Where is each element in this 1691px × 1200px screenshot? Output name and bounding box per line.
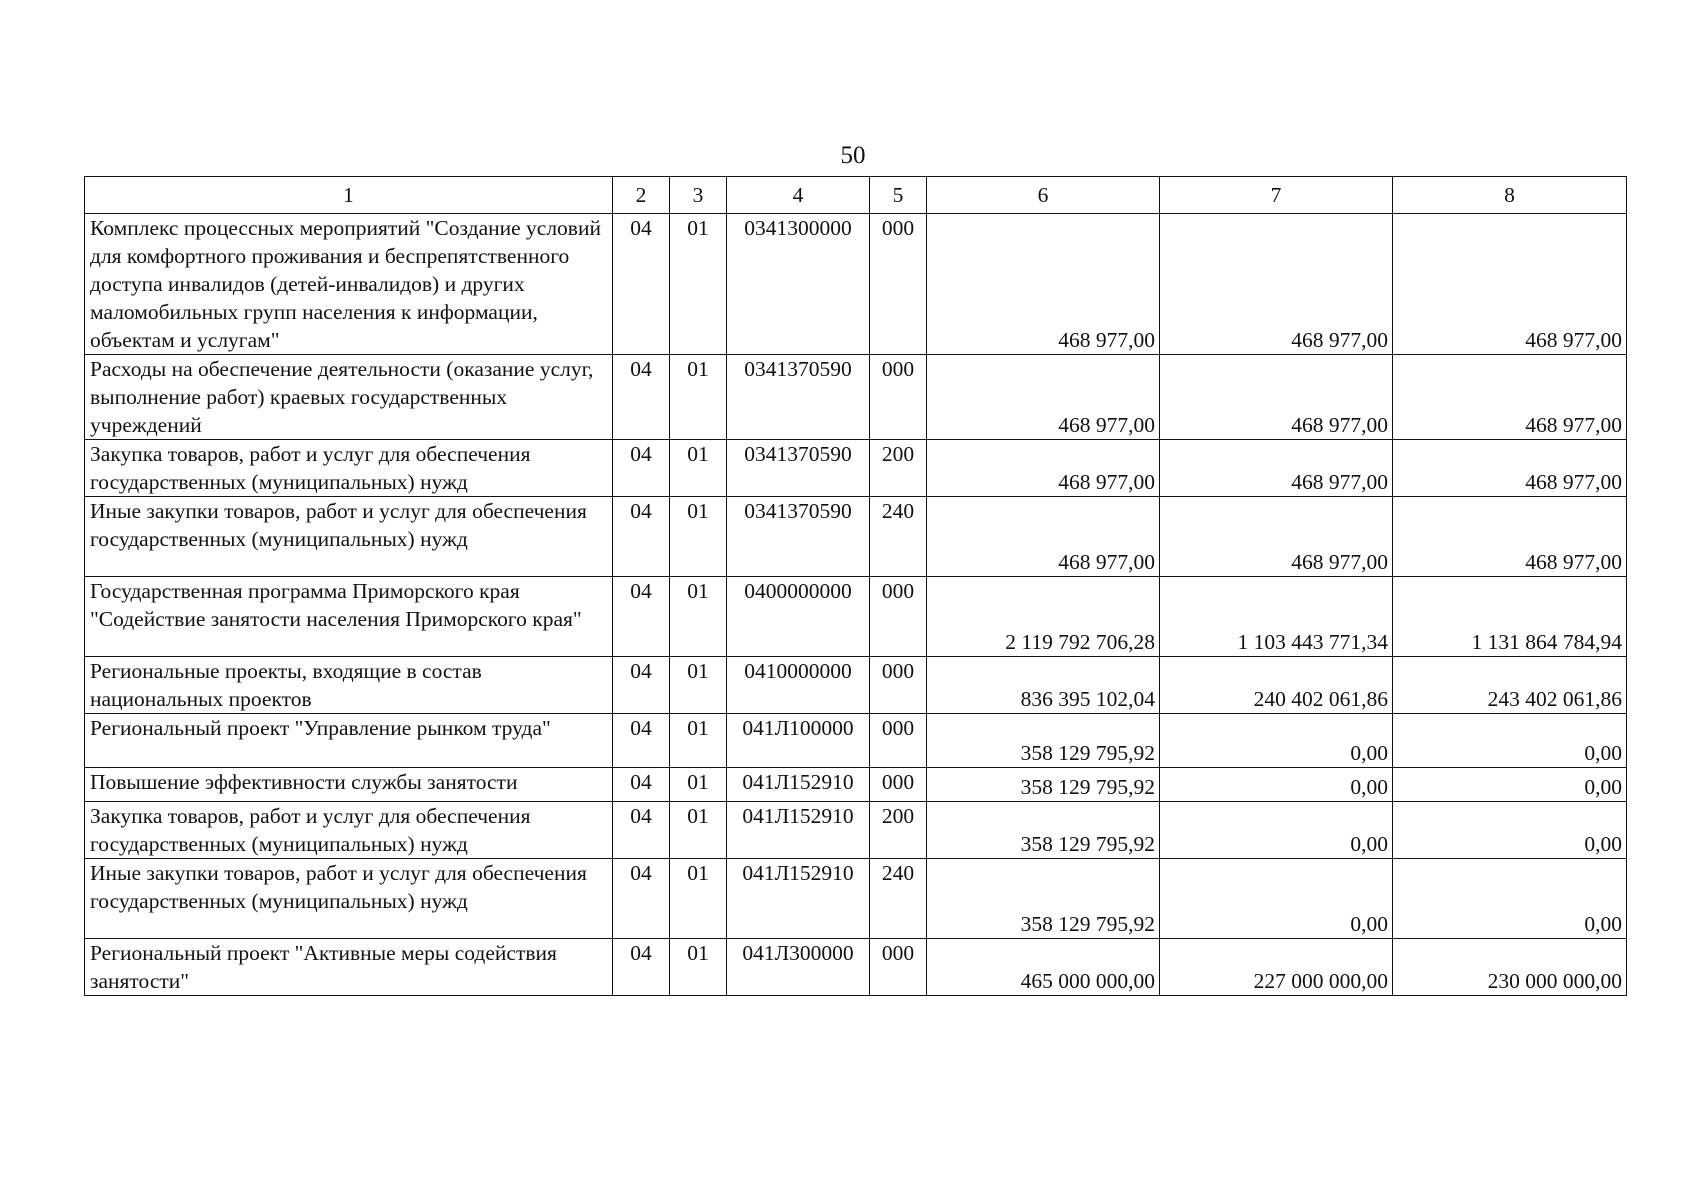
expense-name-cell: Государственная программа Приморского края "Содействие занятости населения Приморского края" [85,577,613,657]
table-row [85,859,1627,939]
column-header: 5 [870,177,927,214]
amount-col7-cell: 1 103 443 771,34 [1160,577,1393,657]
expense-name-cell: Комплекс процессных мероприятий "Создание условий для комфортного проживания и беспрепятственного доступа инвалидов (детей-инвалидов) и других маломобильных групп населения к информации, объектам и услугам" [85,214,613,355]
amount-col7-cell: 0,00 [1160,768,1393,802]
expense-name-cell: Повышение эффективности службы занятости [85,768,613,802]
amount-col8-cell: 230 000 000,00 [1393,939,1627,996]
section-code-cell: 04 [613,577,670,657]
section-code-cell: 04 [613,657,670,714]
expense-type-code-cell: 000 [870,657,927,714]
amount-col6-cell: 358 129 795,92 [927,768,1160,802]
expense-name-cell: Иные закупки товаров, работ и услуг для обеспечения государственных (муниципальных) нужд [85,859,613,939]
expense-type-code-cell: 240 [870,497,927,577]
budget-table [84,176,1627,996]
column-header: 1 [85,177,613,214]
subsection-code-cell: 01 [670,214,727,355]
section-code-cell: 04 [613,440,670,497]
amount-col8-cell: 0,00 [1393,859,1627,939]
column-header: 3 [670,177,727,214]
subsection-code-cell: 01 [670,497,727,577]
amount-col8-cell: 0,00 [1393,714,1627,768]
subsection-code-cell: 01 [670,440,727,497]
expense-name-cell: Закупка товаров, работ и услуг для обеспечения государственных (муниципальных) нужд [85,802,613,859]
expense-type-code-cell: 240 [870,859,927,939]
subsection-code-cell: 01 [670,577,727,657]
table-row [85,577,1627,657]
amount-col8-cell: 243 402 061,86 [1393,657,1627,714]
target-item-code-cell: 041Л152910 [727,768,870,802]
subsection-code-cell: 01 [670,859,727,939]
expense-type-code-cell: 000 [870,939,927,996]
target-item-code-cell: 041Л152910 [727,859,870,939]
expense-type-code-cell: 200 [870,440,927,497]
target-item-code-cell: 041Л100000 [727,714,870,768]
table-row [85,355,1627,440]
target-item-code-cell: 0341300000 [727,214,870,355]
amount-col6-cell: 465 000 000,00 [927,939,1160,996]
section-code-cell: 04 [613,802,670,859]
table-row [85,939,1627,996]
expense-type-code-cell: 000 [870,714,927,768]
expense-type-code-cell: 000 [870,768,927,802]
amount-col6-cell: 468 977,00 [927,440,1160,497]
table-row [85,657,1627,714]
section-code-cell: 04 [613,939,670,996]
column-header: 2 [613,177,670,214]
target-item-code-cell: 041Л152910 [727,802,870,859]
section-code-cell: 04 [613,768,670,802]
target-item-code-cell: 0341370590 [727,440,870,497]
expense-type-code-cell: 000 [870,355,927,440]
section-code-cell: 04 [613,859,670,939]
column-header: 6 [927,177,1160,214]
amount-col7-cell: 468 977,00 [1160,497,1393,577]
table-row [85,802,1627,859]
amount-col6-cell: 2 119 792 706,28 [927,577,1160,657]
subsection-code-cell: 01 [670,355,727,440]
amount-col6-cell: 468 977,00 [927,355,1160,440]
column-header: 7 [1160,177,1393,214]
amount-col8-cell: 1 131 864 784,94 [1393,577,1627,657]
target-item-code-cell: 0341370590 [727,355,870,440]
table-row [85,214,1627,355]
target-item-code-cell: 0341370590 [727,497,870,577]
amount-col6-cell: 358 129 795,92 [927,802,1160,859]
expense-name-cell: Региональные проекты, входящие в состав национальных проектов [85,657,613,714]
amount-col7-cell: 240 402 061,86 [1160,657,1393,714]
expense-name-cell: Региональный проект "Активные меры содействия занятости" [85,939,613,996]
expense-name-cell: Закупка товаров, работ и услуг для обеспечения государственных (муниципальных) нужд [85,440,613,497]
amount-col8-cell: 468 977,00 [1393,355,1627,440]
amount-col6-cell: 358 129 795,92 [927,859,1160,939]
column-number-header-row [85,177,1627,214]
amount-col8-cell: 468 977,00 [1393,214,1627,355]
table-row [85,440,1627,497]
column-header: 8 [1393,177,1627,214]
amount-col7-cell: 0,00 [1160,859,1393,939]
expense-type-code-cell: 000 [870,214,927,355]
target-item-code-cell: 041Л300000 [727,939,870,996]
table-row [85,714,1627,768]
expense-type-code-cell: 200 [870,802,927,859]
amount-col7-cell: 0,00 [1160,802,1393,859]
section-code-cell: 04 [613,214,670,355]
target-item-code-cell: 0400000000 [727,577,870,657]
amount-col7-cell: 0,00 [1160,714,1393,768]
amount-col7-cell: 468 977,00 [1160,440,1393,497]
column-header: 4 [727,177,870,214]
page-number: 50 [840,142,866,169]
amount-col7-cell: 468 977,00 [1160,355,1393,440]
subsection-code-cell: 01 [670,802,727,859]
table-row [85,497,1627,577]
expense-name-cell: Региональный проект "Управление рынком труда" [85,714,613,768]
amount-col6-cell: 358 129 795,92 [927,714,1160,768]
table-row [85,768,1627,802]
amount-col6-cell: 468 977,00 [927,214,1160,355]
amount-col8-cell: 0,00 [1393,802,1627,859]
amount-col8-cell: 468 977,00 [1393,497,1627,577]
amount-col8-cell: 468 977,00 [1393,440,1627,497]
target-item-code-cell: 0410000000 [727,657,870,714]
amount-col7-cell: 468 977,00 [1160,214,1393,355]
subsection-code-cell: 01 [670,939,727,996]
section-code-cell: 04 [613,714,670,768]
subsection-code-cell: 01 [670,657,727,714]
expense-name-cell: Иные закупки товаров, работ и услуг для обеспечения государственных (муниципальных) нужд [85,497,613,577]
expense-name-cell: Расходы на обеспечение деятельности (оказание услуг, выполнение работ) краевых государственных учреждений [85,355,613,440]
section-code-cell: 04 [613,355,670,440]
amount-col6-cell: 836 395 102,04 [927,657,1160,714]
subsection-code-cell: 01 [670,768,727,802]
amount-col8-cell: 0,00 [1393,768,1627,802]
subsection-code-cell: 01 [670,714,727,768]
section-code-cell: 04 [613,497,670,577]
amount-col6-cell: 468 977,00 [927,497,1160,577]
amount-col7-cell: 227 000 000,00 [1160,939,1393,996]
expense-type-code-cell: 000 [870,577,927,657]
